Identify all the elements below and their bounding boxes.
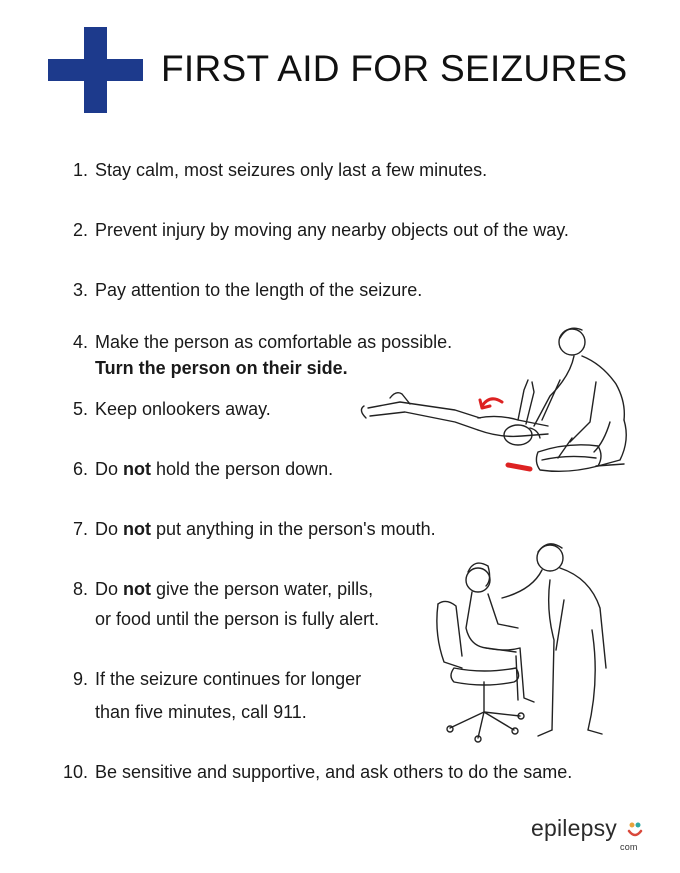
emphasis-not: not [123,579,151,599]
step-text: Do not put anything in the person's mouth. [95,519,436,539]
step-text: Pay attention to the length of the seizure. [95,280,423,300]
step-number: 10. [62,762,88,782]
step-text: or food until the person is fully alert. [95,609,380,629]
step-text: Do not hold the person down. [95,459,334,479]
step-text: Stay calm, most seizures only last a few minutes. [95,160,488,180]
seated-person-illustration [432,540,627,750]
step-number: 7. [72,519,88,539]
step-number: 5. [72,399,88,419]
logo-mark-icon [627,819,643,839]
step-text: Do not give the person water, pills, [95,579,374,599]
step-number: 3. [72,280,88,300]
step-number: 9. [72,669,88,689]
step-number: 1. [72,160,88,180]
step-text-strong: Turn the person on their side. [95,358,348,378]
emphasis-not: not [123,459,151,479]
emphasis-not: not [123,519,151,539]
first-aid-cross-icon [48,27,143,113]
step-text: Make the person as comfortable as possible. [95,332,453,352]
step-number: 8. [72,579,88,599]
step-text: Keep onlookers away. [95,399,271,419]
page-title: FIRST AID FOR SEIZURES [161,48,628,89]
step-text: Be sensitive and supportive, and ask others to do the same. [95,762,573,782]
step-number: 2. [72,220,88,240]
step-number: 6. [72,459,88,479]
step-text: If the seizure continues for longer [95,669,362,689]
step-text: Prevent injury by moving any nearby objects out of the way. [95,220,569,240]
logo-suffix: com [620,842,638,852]
logo-word: epilepsy [531,815,617,841]
epilepsy-logo [531,815,651,855]
step-text: than five minutes, call 911. [95,702,307,722]
recovery-position-illustration [360,320,645,490]
step-number: 4. [72,332,88,352]
